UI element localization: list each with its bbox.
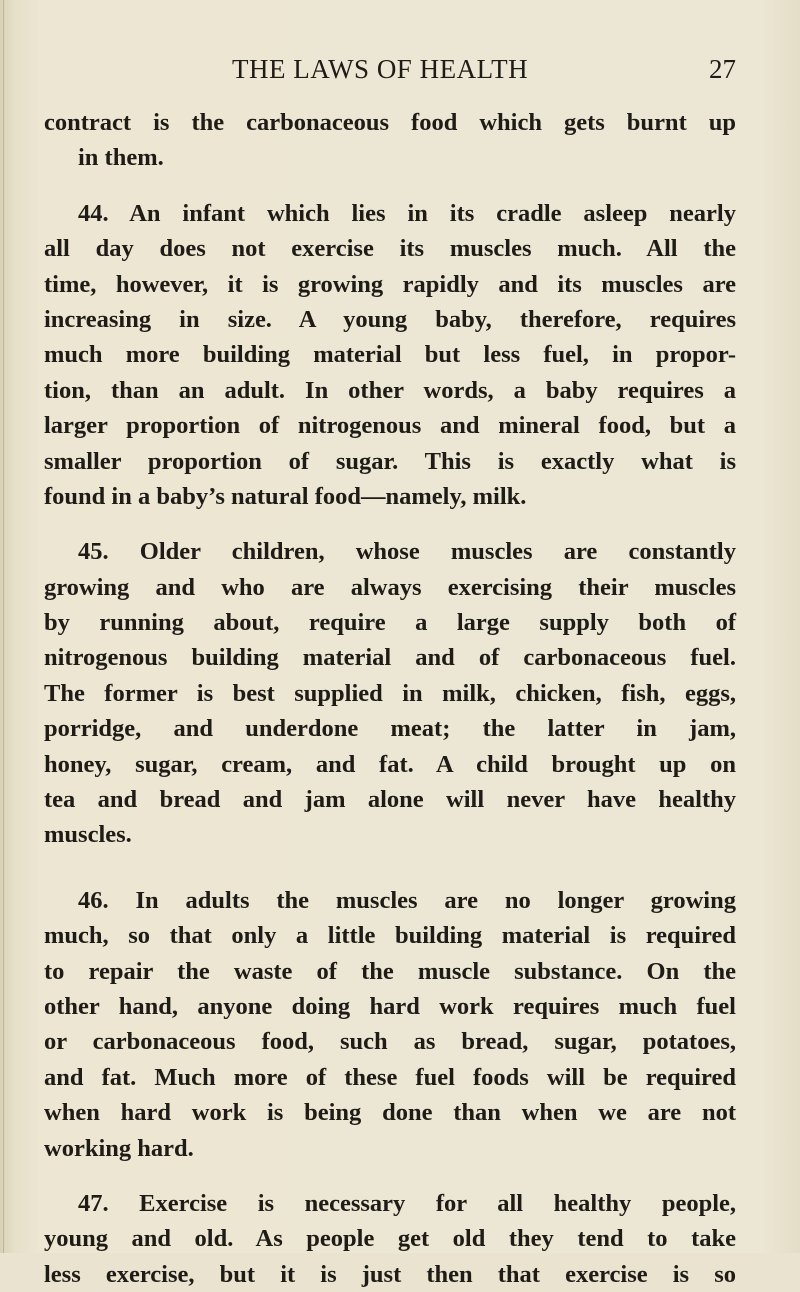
text-line: to repair the waste of the muscle substance. On the [44, 957, 736, 985]
text-line: other hand, anyone doing hard work requires much fuel [44, 992, 736, 1020]
text-line: The former is best supplied in milk, chicken, fish, eggs, [44, 679, 736, 707]
text-line: and fat. Much more of these fuel foods will be required [44, 1063, 736, 1091]
text-line: found in a baby’s natural food—namely, milk. [44, 482, 527, 510]
text-line: less exercise, but it is just then that exercise is so [44, 1260, 736, 1288]
text-line: 44. An infant which lies in its cradle asleep nearly [78, 199, 736, 227]
running-title: THE LAWS OF HEALTH [232, 54, 529, 84]
text-line: all day does not exercise its muscles much. All the [44, 235, 736, 263]
text-line: larger proportion of nitrogenous and mineral food, but a [44, 412, 736, 440]
text-line: in them. [78, 144, 164, 172]
text-line: time, however, it is growing rapidly and its muscles are [44, 270, 736, 298]
paragraph-46 [44, 883, 736, 1166]
text-line: 46. In adults the muscles are no longer growing [78, 886, 736, 914]
text-line: much, so that only a little building material is required [44, 922, 736, 950]
text-line: smaller proportion of sugar. This is exactly what is [44, 447, 736, 475]
text-line: nitrogenous building material and of carbonaceous fuel. [44, 644, 736, 672]
text-line: 47. Exercise is necessary for all healthy people, [78, 1189, 736, 1217]
page-number: 27 [709, 54, 736, 84]
text-line: tion, than an adult. In other words, a baby requires a [44, 376, 736, 404]
text-line: 45. Older children, whose muscles are constantly [78, 538, 736, 566]
text-line: growing and who are always exercising their muscles [44, 573, 736, 601]
paragraph-47 [44, 1186, 736, 1292]
text-line: young and old. As people get old they tend to take [44, 1225, 736, 1253]
paragraph-45 [44, 534, 736, 853]
text-line: working hard. [44, 1134, 194, 1162]
text-line: by running about, require a large supply both of [44, 609, 736, 637]
body-text [44, 105, 736, 1292]
text-line: muscles. [44, 821, 132, 849]
page-gutter-edge [3, 0, 4, 1253]
running-head [44, 54, 736, 94]
text-line: or carbonaceous food, such as bread, sugar, potatoes, [44, 1028, 736, 1056]
text-line: porridge, and underdone meat; the latter in jam, [44, 715, 736, 743]
text-line: honey, sugar, cream, and fat. A child brought up on [44, 750, 736, 778]
text-line: when hard work is being done than when we are not [44, 1099, 736, 1127]
paragraph-continuation [44, 105, 736, 176]
text-line: contract is the carbonaceous food which gets burnt up [44, 109, 736, 136]
text-line: increasing in size. A young baby, therefore, requires [44, 305, 736, 333]
paragraph-44 [44, 196, 736, 515]
text-line: much more building material but less fuel, in propor- [44, 341, 736, 369]
text-line: tea and bread and jam alone will never have healthy [44, 786, 736, 814]
